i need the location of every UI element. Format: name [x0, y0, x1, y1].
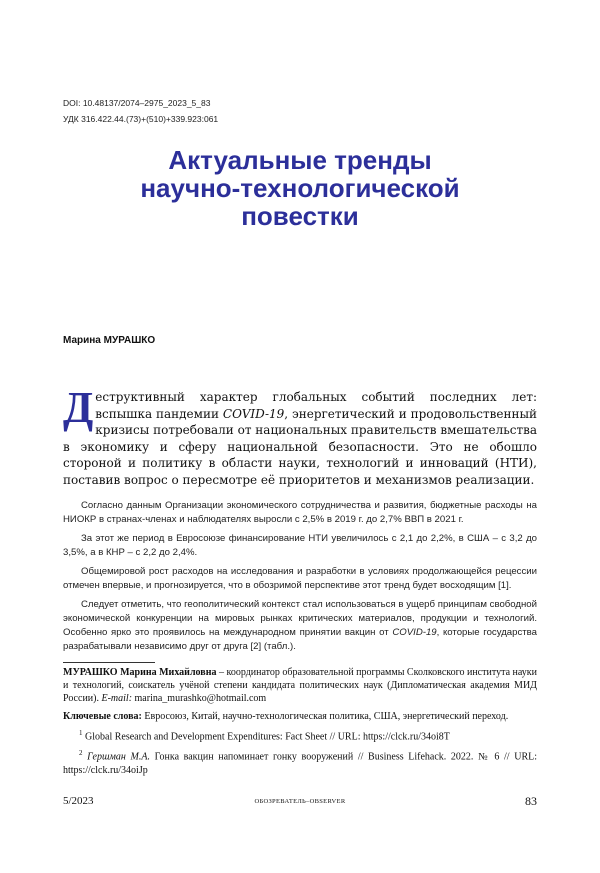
- lead-text-2: , энергетический и продовольственный кризисы потребовали от национальных правительств вмешательства в экономику и сферу национальной безопасности. Это не обошло стороной и политику в области науки, технологий и инноваций (НТИ), поставив вопрос о пересмотре её приоритетов и механизмов реализации.: [63, 406, 538, 487]
- page-number: 83: [525, 794, 537, 808]
- footnote-2-author: Гершман М.А.: [87, 751, 150, 763]
- notes-block: [63, 666, 537, 781]
- lead-covid: COVID-19: [222, 406, 285, 421]
- body-p4-covid: COVID-19: [392, 627, 437, 638]
- author-first-name: Марина: [63, 335, 104, 346]
- footnote-2-text: Гонка вакцин напоминает гонку вооружений // Business Lifehack. 2022. № 6 // URL: https://clck.ru/34oiJp: [63, 751, 538, 776]
- lead-paragraph: [63, 383, 538, 488]
- body-paragraph-3: Общемировой рост расходов на исследования и разработки в условиях продолжающейся рецессии отмечен впервые, и прогнозируется, что в обозримой перспективе этот тренд будет восходящим [1].: [63, 566, 537, 591]
- drop-cap: Д: [63, 383, 94, 432]
- title-line-2: научно-технологической: [140, 173, 460, 203]
- footnote-2: [63, 747, 537, 777]
- footnote-1-text: Global Research and Development Expenditures: Fact Sheet // URL: https://clck.ru/34oi8T: [85, 731, 450, 743]
- udk: УДК 316.422.44.(73)+(510)+339.923:061: [63, 114, 219, 124]
- article-title: [63, 146, 537, 230]
- keywords-label: Ключевые слова:: [63, 710, 142, 722]
- body-p4-b: , которые государства разрабатывали независимо друг от друга [2] (табл.).: [63, 627, 537, 652]
- footnote-1-number: 1: [79, 728, 83, 737]
- journal-name: ОБОЗРЕВАТЕЛЬ–OBSERVER: [254, 798, 346, 805]
- title-line-1: Актуальные тренды: [168, 145, 432, 175]
- title-line-3: повестки: [241, 201, 359, 231]
- author-byline: [63, 335, 155, 346]
- author-last-name: МУРАШКО: [103, 335, 156, 346]
- author-note-name: МУРАШКО Марина Михайловна: [63, 667, 217, 678]
- author-note: [63, 666, 537, 706]
- body-paragraph-1: Согласно данным Организации экономического сотрудничества и развития, бюджетные расходы на НИОКР в странах-членах и наблюдателях выросли с 2,5% в 2019 г. до 2,7% ВВП в 2021 г.: [63, 500, 537, 525]
- footnote-rule: [63, 662, 155, 663]
- body-paragraph-2: За этот же период в Евросоюзе финансирование НТИ увеличилось с 2,1 до 2,2%, в США – с 3,2 до 3,5%, а в КНР – с 2,2 до 2,4%.: [63, 533, 537, 558]
- body-paragraph-4: [63, 598, 537, 654]
- email-address: marina_murashko@hotmail.com: [132, 693, 267, 705]
- doi: DOI: 10.48137/2074–2975_2023_5_83: [63, 98, 211, 108]
- author-note-text: – координатор образовательной программы Сколковского института науки и технологий, соискатель учёной степени кандидата политических наук (Дипломатическая академия МИД России).: [63, 667, 537, 705]
- footnote-1: [63, 727, 537, 744]
- lead-text: еструктивный характер глобальных событий последних лет: вспышка пандемии: [95, 390, 537, 421]
- issue-number: 5/2023: [63, 795, 94, 807]
- body-p4-a: Следует отметить, что геополитический контекст стал использоваться в ущерб принципам свободной экономической конкуренции на мировых рынках критических материалов, продукции и технологий. Особенно ярко это проявилось на международном принятии вакцин от: [63, 599, 537, 638]
- email-label: E-mail:: [101, 693, 133, 705]
- keywords-text: Евросоюз, Китай, научно-технологическая политика, США, энергетический переход.: [141, 710, 509, 722]
- keywords: [63, 710, 537, 723]
- footnote-2-number: 2: [79, 749, 83, 758]
- body-text: [63, 499, 537, 659]
